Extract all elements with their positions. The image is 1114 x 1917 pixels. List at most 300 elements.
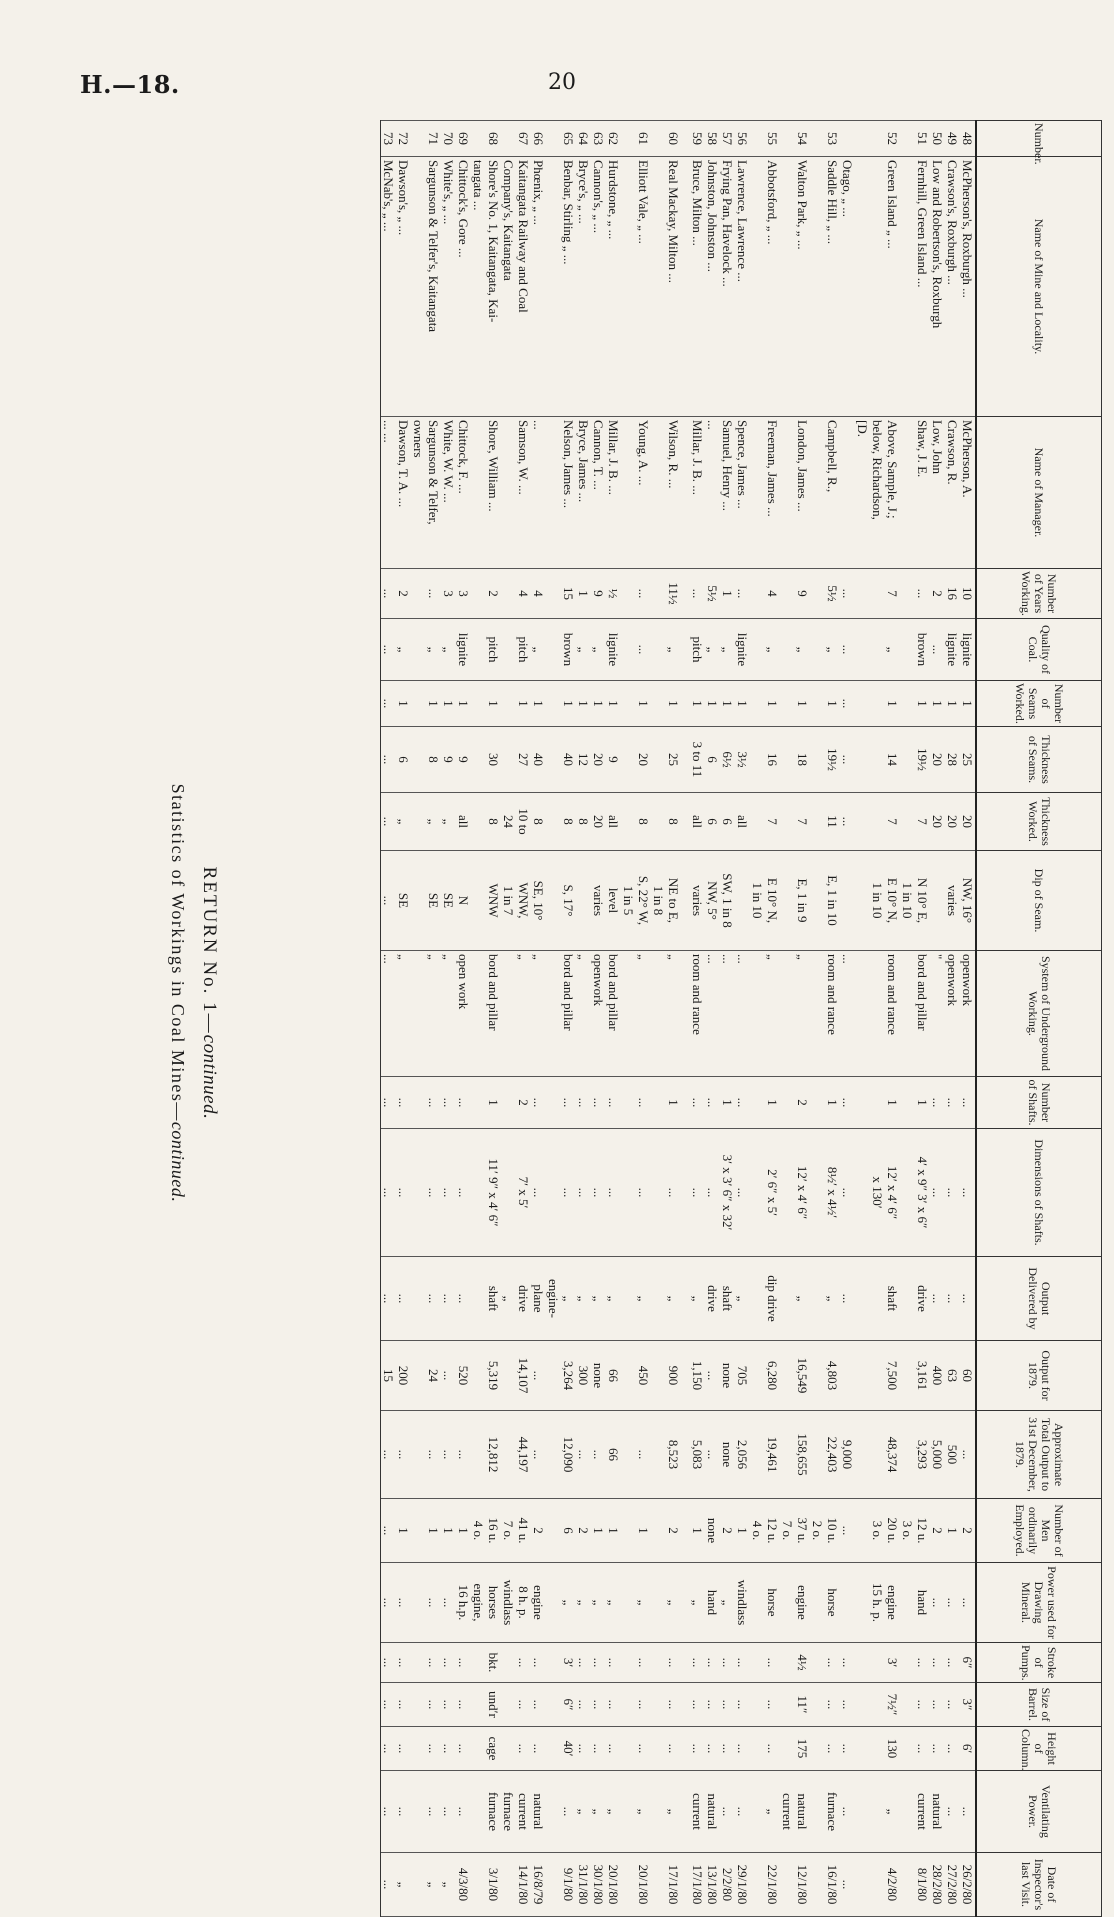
table-cell: ... xyxy=(705,1341,720,1411)
table-cell: 1 xyxy=(456,681,471,727)
table-cell: 4′ x 9″ 3′ x 6″ xyxy=(915,1129,930,1257)
table-cell: ... xyxy=(426,1129,441,1257)
table-cell: ... xyxy=(381,1683,397,1727)
table-cell: furnace xyxy=(825,1771,840,1853)
table-cell: ... xyxy=(735,1727,750,1771)
table-cell: none xyxy=(720,1341,735,1411)
column-header: Output for 1879. xyxy=(976,1341,1102,1411)
table-cell: ... xyxy=(606,1683,621,1727)
table-cell: 67 xyxy=(516,121,531,157)
table-cell: 7 o. xyxy=(780,1499,795,1563)
table-cell: 1 xyxy=(576,681,591,727)
table-cell: open work xyxy=(456,951,471,1077)
table-cell: „ xyxy=(690,1563,705,1643)
table-cell: ... xyxy=(636,1129,651,1257)
table-cell xyxy=(651,121,666,157)
table-cell xyxy=(681,681,690,727)
table-cell: 29/1/80 xyxy=(735,1853,750,1917)
table-cell: ... xyxy=(666,1683,681,1727)
table-cell xyxy=(621,1853,636,1917)
table-cell: SE xyxy=(426,851,441,951)
table-cell: Samuel, Henry ... xyxy=(720,417,735,569)
table-cell: shaft xyxy=(885,1257,900,1341)
table-cell: ... xyxy=(396,1683,411,1727)
table-cell: 1 xyxy=(666,681,681,727)
table-cell: ... xyxy=(576,1683,591,1727)
table-cell xyxy=(900,793,915,851)
table-cell xyxy=(621,1257,636,1341)
table-cell xyxy=(750,1411,765,1499)
table-cell: 1 xyxy=(885,681,900,727)
table-cell xyxy=(780,1077,795,1129)
table-cell xyxy=(621,951,636,1077)
table-cell: 16 xyxy=(765,727,780,793)
table-cell: ... xyxy=(441,1727,456,1771)
table-cell: 2 xyxy=(720,1499,735,1563)
table-cell xyxy=(546,1563,561,1643)
table-cell: ... xyxy=(456,1077,471,1129)
table-cell: 9/1/80 xyxy=(561,1853,576,1917)
table-cell: 1 xyxy=(885,1077,900,1129)
table-cell: 2′ 6″ x 5′ xyxy=(765,1129,780,1257)
table-cell: 24 xyxy=(501,793,516,851)
table-cell xyxy=(411,681,426,727)
table-cell: bord and pillar xyxy=(486,951,501,1077)
table-row xyxy=(681,121,690,1917)
column-header: Quality of Coal. xyxy=(976,619,1102,681)
table-cell xyxy=(750,727,765,793)
table-cell: all xyxy=(456,793,471,851)
table-cell: 8,523 xyxy=(666,1411,681,1499)
table-cell xyxy=(681,1341,690,1411)
table-cell: 18 xyxy=(795,727,810,793)
table-cell xyxy=(900,619,915,681)
table-cell: 48 xyxy=(960,121,976,157)
table-cell xyxy=(780,1563,795,1643)
table-cell: 8 xyxy=(531,793,546,851)
table-cell: ... xyxy=(456,1683,471,1727)
table-cell xyxy=(810,1853,825,1917)
table-cell xyxy=(900,727,915,793)
table-cell: „ xyxy=(735,1257,750,1341)
table-cell: „ xyxy=(690,1257,705,1341)
table-cell: „ xyxy=(666,619,681,681)
table-cell: 16 xyxy=(945,569,960,619)
table-cell xyxy=(651,727,666,793)
table-cell: 58 xyxy=(705,121,720,157)
table-cell xyxy=(855,1411,870,1499)
table-cell: 1 xyxy=(636,681,651,727)
table-cell: 20/1/80 xyxy=(606,1853,621,1917)
table-cell: 8½′ x 4½′ xyxy=(825,1129,840,1257)
table-cell: 61 xyxy=(636,121,651,157)
page-number: 20 xyxy=(548,70,576,95)
table-cell: 6½ xyxy=(720,727,735,793)
table-cell xyxy=(750,121,765,157)
table-cell: ... xyxy=(840,1499,855,1563)
table-cell xyxy=(471,1643,486,1683)
table-cell xyxy=(810,569,825,619)
table-cell: Abbotsford, „ ... xyxy=(765,157,780,417)
table-cell xyxy=(471,793,486,851)
table-cell xyxy=(501,619,516,681)
table-cell: ½ xyxy=(606,569,621,619)
table-cell: Low, John xyxy=(930,417,945,569)
table-cell: White's, „ ... xyxy=(441,157,456,417)
table-cell: Dawson, T. A. ... xyxy=(396,417,411,569)
table-cell: ... xyxy=(606,1077,621,1129)
table-cell xyxy=(651,569,666,619)
table-cell xyxy=(546,1411,561,1499)
table-cell: ... xyxy=(516,1643,531,1683)
table-cell xyxy=(621,1771,636,1853)
table-cell xyxy=(546,951,561,1077)
table-cell xyxy=(870,951,885,1077)
table-cell: Bruce, Milton ... xyxy=(690,157,705,417)
table-cell xyxy=(900,1411,915,1499)
table-cell: 705 xyxy=(735,1341,750,1411)
table-cell: 1 xyxy=(561,681,576,727)
table-cell xyxy=(750,569,765,619)
table-cell xyxy=(621,157,636,417)
table-cell: 300 xyxy=(576,1341,591,1411)
table-cell: ... xyxy=(636,1077,651,1129)
table-cell: ... xyxy=(735,1643,750,1683)
table-cell: ... xyxy=(825,1643,840,1683)
table-cell xyxy=(870,1683,885,1727)
table-cell: shaft xyxy=(486,1257,501,1341)
column-header: Name of Manager. xyxy=(976,417,1102,569)
table-cell: ... xyxy=(666,1727,681,1771)
table-cell xyxy=(855,727,870,793)
table-cell xyxy=(780,851,795,951)
table-cell: 1 xyxy=(705,681,720,727)
table-cell xyxy=(411,1771,426,1853)
table-cell: 19½ xyxy=(915,727,930,793)
table-cell: 3/1/80 xyxy=(486,1853,501,1917)
table-cell xyxy=(621,1077,636,1129)
table-cell: ... xyxy=(840,727,855,793)
table-cell: „ xyxy=(396,951,411,1077)
table-cell: windlass xyxy=(501,1563,516,1643)
table-cell xyxy=(471,951,486,1077)
table-cell xyxy=(471,1129,486,1257)
table-cell: 4 xyxy=(765,569,780,619)
rotated-table-page xyxy=(138,120,1114,1911)
table-cell xyxy=(900,121,915,157)
table-cell: E, 1 in 10 xyxy=(825,851,840,951)
table-cell xyxy=(900,1077,915,1129)
table-cell: „ xyxy=(636,1257,651,1341)
table-cell xyxy=(810,951,825,1077)
table-cell xyxy=(621,727,636,793)
table-cell xyxy=(681,121,690,157)
table-cell: 9 xyxy=(591,569,606,619)
table-cell: hand xyxy=(915,1563,930,1643)
table-cell: ... xyxy=(441,1683,456,1727)
table-cell: 8 xyxy=(576,793,591,851)
table-cell: 1,150 xyxy=(690,1341,705,1411)
table-cell: openwork xyxy=(960,951,976,1077)
table-cell xyxy=(780,727,795,793)
table-cell: room and rance xyxy=(885,951,900,1077)
table-cell xyxy=(501,569,516,619)
table-cell xyxy=(681,1683,690,1727)
table-cell: ... xyxy=(840,1727,855,1771)
table-cell xyxy=(411,1563,426,1643)
table-cell: 48,374 xyxy=(885,1411,900,1499)
table-cell: ... xyxy=(591,1077,606,1129)
table-cell: „ xyxy=(426,951,441,1077)
table-cell: 2,056 xyxy=(735,1411,750,1499)
table-cell xyxy=(870,793,885,851)
table-cell: ... xyxy=(636,569,651,619)
table-cell xyxy=(780,157,795,417)
table-cell: ... xyxy=(396,1129,411,1257)
table-header xyxy=(976,121,1102,1917)
table-cell xyxy=(780,793,795,851)
table-cell: ... xyxy=(690,569,705,619)
table-cell xyxy=(651,951,666,1077)
table-cell: 1 xyxy=(735,1499,750,1563)
table-cell xyxy=(855,1563,870,1643)
table-cell: 1 xyxy=(576,569,591,619)
table-cell: ... xyxy=(381,1643,397,1683)
table-row xyxy=(735,121,750,1917)
table-cell xyxy=(855,157,870,417)
table-cell xyxy=(411,1683,426,1727)
table-cell: 14 xyxy=(885,727,900,793)
table-cell: 1 in 5 xyxy=(621,851,636,951)
table-cell: 1 xyxy=(426,681,441,727)
table-cell xyxy=(750,1129,765,1257)
table-cell: 40′ xyxy=(561,1727,576,1771)
table-cell xyxy=(855,851,870,951)
table-cell: varies xyxy=(591,851,606,951)
table-cell: 1 xyxy=(606,1499,621,1563)
table-cell: ... xyxy=(930,619,945,681)
table-cell xyxy=(750,1853,765,1917)
table-row xyxy=(531,121,546,1917)
table-cell: 900 xyxy=(666,1341,681,1411)
table-cell: room and rance xyxy=(690,951,705,1077)
table-cell xyxy=(870,121,885,157)
table-cell xyxy=(411,569,426,619)
table-cell xyxy=(681,1771,690,1853)
table-row xyxy=(591,121,606,1917)
table-cell: 14,107 xyxy=(516,1341,531,1411)
table-cell: „ xyxy=(426,793,441,851)
table-cell: 158,655 xyxy=(795,1411,810,1499)
table-cell xyxy=(870,1771,885,1853)
table-cell xyxy=(681,1643,690,1683)
table-cell: 1 xyxy=(720,569,735,619)
table-cell: NE to E, xyxy=(666,851,681,951)
table-cell xyxy=(681,619,690,681)
table-cell: 7 o. xyxy=(501,1499,516,1563)
table-cell: 7 xyxy=(885,793,900,851)
table-cell: ... xyxy=(576,1411,591,1499)
table-cell: ... ... xyxy=(381,417,397,569)
table-cell xyxy=(651,1499,666,1563)
table-cell xyxy=(621,1643,636,1683)
table-cell: 1 xyxy=(690,681,705,727)
table-cell: 6 xyxy=(705,727,720,793)
table-cell: ... xyxy=(591,1643,606,1683)
table-cell: ... xyxy=(441,1129,456,1257)
table-row xyxy=(915,121,930,1917)
table-cell xyxy=(870,727,885,793)
table-cell: 1 xyxy=(690,1499,705,1563)
table-cell xyxy=(411,1643,426,1683)
table-cell: ... xyxy=(381,793,397,851)
table-cell: 1 in 8 xyxy=(651,851,666,951)
table-cell: 10 xyxy=(960,569,976,619)
table-cell: Millar, J. B. ... xyxy=(606,417,621,569)
table-cell xyxy=(840,851,855,951)
table-cell: 1 xyxy=(396,1499,411,1563)
table-cell: 8 xyxy=(486,793,501,851)
table-cell: 4/2/80 xyxy=(885,1853,900,1917)
table-cell: 1 xyxy=(960,681,976,727)
table-cell: 12 u. xyxy=(915,1499,930,1563)
table-cell: 15 xyxy=(381,1341,397,1411)
table-row xyxy=(381,121,397,1917)
table-cell: ... xyxy=(636,1411,651,1499)
table-cell: ... xyxy=(381,1853,397,1917)
table-cell: ... xyxy=(531,1643,546,1683)
table-cell: cage xyxy=(486,1727,501,1771)
table-cell: Millar, J. B. ... xyxy=(690,417,705,569)
table-cell: 5½ xyxy=(705,569,720,619)
table-cell: ... xyxy=(636,619,651,681)
table-cell: 175 xyxy=(795,1727,810,1771)
table-cell: ... xyxy=(531,1727,546,1771)
table-cell: 3 xyxy=(441,569,456,619)
table-cell: ... xyxy=(426,1727,441,1771)
table-cell: Wilson, R. ... xyxy=(666,417,681,569)
table-cell: „ xyxy=(795,619,810,681)
table-cell xyxy=(411,793,426,851)
table-row xyxy=(621,121,636,1917)
table-cell: 60 xyxy=(960,1341,976,1411)
table-row xyxy=(705,121,720,1917)
column-header: Power used for Drawing Mineral. xyxy=(976,1563,1102,1643)
table-cell: ... xyxy=(456,1727,471,1771)
table-row xyxy=(471,121,486,1917)
table-cell: Otago, „ ... xyxy=(840,157,855,417)
table-cell: 1 xyxy=(456,1499,471,1563)
table-cell: „ xyxy=(885,1771,900,1853)
table-cell: natural xyxy=(705,1771,720,1853)
table-cell xyxy=(411,727,426,793)
table-cell: 27/2/80 xyxy=(945,1853,960,1917)
table-cell xyxy=(900,569,915,619)
table-cell: bord and pillar xyxy=(561,951,576,1077)
table-cell: 30/1/80 xyxy=(591,1853,606,1917)
table-cell xyxy=(501,951,516,1077)
table-cell xyxy=(471,569,486,619)
table-cell xyxy=(870,1077,885,1129)
table-cell xyxy=(750,1771,765,1853)
table-cell: ... xyxy=(396,1643,411,1683)
table-cell: ... xyxy=(666,1643,681,1683)
table-cell: ... xyxy=(930,1563,945,1643)
table-cell: 53 xyxy=(825,121,840,157)
table-cell: „ xyxy=(576,1257,591,1341)
table-cell: hand xyxy=(705,1563,720,1643)
table-cell: dip drive xyxy=(765,1257,780,1341)
table-cell: 4 o. xyxy=(750,1499,765,1563)
table-cell xyxy=(546,157,561,417)
table-cell xyxy=(411,1129,426,1257)
table-cell: „ xyxy=(636,951,651,1077)
table-cell: brown xyxy=(915,619,930,681)
table-cell xyxy=(651,1683,666,1727)
table-cell: ... xyxy=(381,619,397,681)
table-cell: 3″ xyxy=(960,1683,976,1727)
table-cell xyxy=(780,1411,795,1499)
table-cell xyxy=(855,1499,870,1563)
table-cell: engine, xyxy=(471,1563,486,1643)
table-cell: 11½ xyxy=(666,569,681,619)
table-cell: current xyxy=(516,1771,531,1853)
table-row xyxy=(870,121,885,1917)
table-cell: „ xyxy=(561,1563,576,1643)
table-cell: ... xyxy=(531,1411,546,1499)
table-cell: ... xyxy=(426,1643,441,1683)
table-cell: 1 xyxy=(666,1077,681,1129)
table-row xyxy=(900,121,915,1917)
table-row xyxy=(885,121,900,1917)
table-cell: horse xyxy=(765,1563,780,1643)
table-cell: 4 xyxy=(531,569,546,619)
table-cell xyxy=(471,1727,486,1771)
table-cell xyxy=(900,1643,915,1683)
table-cell: 1 in 10 xyxy=(750,851,765,951)
table-cell: Above, Sample, J.; xyxy=(885,417,900,569)
column-header: Height of Column. xyxy=(976,1727,1102,1771)
table-row xyxy=(945,121,960,1917)
table-cell xyxy=(621,1563,636,1643)
table-cell: ... xyxy=(381,1077,397,1129)
table-cell: pitch xyxy=(690,619,705,681)
table-cell: ... xyxy=(456,1643,471,1683)
table-cell xyxy=(501,681,516,727)
table-cell: 7 xyxy=(885,569,900,619)
table-cell xyxy=(471,1411,486,1499)
table-cell xyxy=(681,1563,690,1643)
table-cell: 450 xyxy=(636,1341,651,1411)
table-cell: ... xyxy=(606,1727,621,1771)
table-cell xyxy=(621,1129,636,1257)
table-cell: ... xyxy=(561,1771,576,1853)
table-cell xyxy=(681,851,690,951)
table-cell xyxy=(855,681,870,727)
table-cell xyxy=(855,619,870,681)
table-cell: 12,812 xyxy=(486,1411,501,1499)
table-cell xyxy=(546,1683,561,1727)
table-cell: 2 xyxy=(930,1499,945,1563)
table-cell xyxy=(546,851,561,951)
table-cell: 4½ xyxy=(795,1643,810,1683)
table-cell: 4,803 xyxy=(825,1341,840,1411)
table-cell: 8 xyxy=(666,793,681,851)
table-cell: 4/3/80 xyxy=(456,1853,471,1917)
table-cell: ... xyxy=(735,1077,750,1129)
table-cell xyxy=(900,417,915,569)
table-cell: 16 u. xyxy=(486,1499,501,1563)
